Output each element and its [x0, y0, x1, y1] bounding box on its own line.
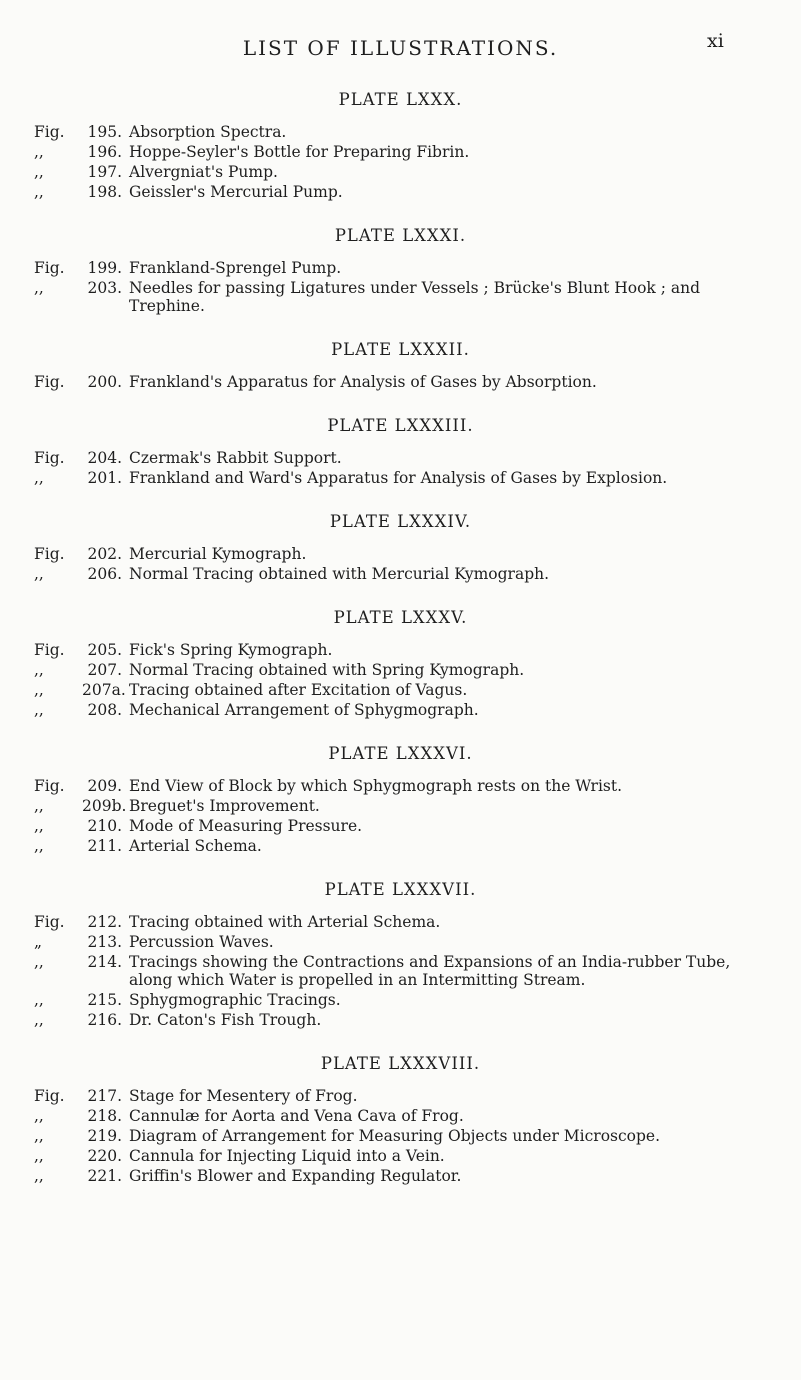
figure-entry	[0, 797, 801, 815]
figure-number: 196.	[87, 143, 122, 161]
plate-heading: PLATE LXXXIII.	[327, 416, 474, 435]
plate-section	[0, 508, 801, 583]
figure-number: 213.	[87, 933, 122, 951]
figure-number: 218.	[87, 1107, 122, 1125]
figure-prefix: ,,	[34, 183, 44, 201]
plate-heading: PLATE LXXXVIII.	[320, 1054, 481, 1073]
figure-number: 212.	[87, 913, 122, 931]
figure-number: 211.	[87, 837, 122, 855]
figure-number: 216.	[87, 1011, 122, 1029]
figure-caption: Cannulæ for Aorta and Vena Cava of Frog.	[129, 1107, 464, 1125]
figure-number: 221.	[87, 1167, 122, 1185]
figure-number: 198.	[87, 183, 122, 201]
figure-number: 203.	[87, 279, 122, 297]
figure-prefix: ,,	[34, 1127, 44, 1145]
figure-number: 210.	[87, 817, 122, 835]
figure-prefix: Fig.	[34, 641, 65, 659]
plate-section	[0, 1050, 801, 1185]
plate-section	[0, 412, 801, 487]
figure-number: 217.	[87, 1087, 122, 1105]
figure-entry	[0, 1011, 801, 1029]
plate-section	[0, 604, 801, 719]
figure-number: 199.	[87, 259, 122, 277]
figure-entry	[0, 991, 801, 1009]
figure-number: 219.	[87, 1127, 122, 1145]
figure-entry	[0, 953, 801, 989]
figure-caption: Tracing obtained after Excitation of Vagus.	[129, 681, 468, 699]
figure-number: 214.	[87, 953, 122, 971]
figure-number: 201.	[87, 469, 122, 487]
plate-section	[0, 876, 801, 1029]
figure-caption: Normal Tracing obtained with Spring Kymograph.	[129, 661, 525, 679]
figure-prefix: ,,	[34, 837, 44, 855]
figure-caption: Absorption Spectra.	[129, 123, 287, 141]
figure-entry	[0, 837, 801, 855]
plate-section	[0, 740, 801, 855]
running-head: LIST OF ILLUSTRATIONS.	[242, 36, 559, 60]
figure-caption: Sphygmographic Tracings.	[129, 991, 341, 1009]
figure-prefix: ,,	[34, 817, 44, 835]
figure-prefix: ,,	[34, 681, 44, 699]
figure-number: 208.	[87, 701, 122, 719]
plate-heading: PLATE LXXXVI.	[328, 744, 473, 763]
figure-caption: End View of Block by which Sphygmograph rests on the Wrist.	[129, 777, 623, 795]
figure-number: 204.	[87, 449, 122, 467]
figure-number: 209.	[87, 777, 122, 795]
figure-number: 197.	[87, 163, 122, 181]
figure-number: 220.	[87, 1147, 122, 1165]
figure-prefix: ,,	[34, 469, 44, 487]
figure-prefix: ,,	[34, 1107, 44, 1125]
figure-prefix: Fig.	[34, 123, 65, 141]
figure-prefix: Fig.	[34, 373, 65, 391]
figure-entry	[0, 123, 801, 141]
figure-caption: Czermak's Rabbit Support.	[129, 449, 342, 467]
figure-caption: Breguet's Improvement.	[129, 797, 320, 815]
figure-entry	[0, 1147, 801, 1165]
figure-entry	[0, 183, 801, 201]
figure-prefix: ,,	[34, 279, 44, 297]
figure-prefix: ,,	[34, 661, 44, 679]
figure-prefix: ,,	[34, 565, 44, 583]
figure-number: 200.	[87, 373, 122, 391]
figure-entry	[0, 469, 801, 487]
figure-entry	[0, 163, 801, 181]
figure-number: 206.	[87, 565, 122, 583]
figure-prefix: „	[34, 933, 43, 951]
figure-entry	[0, 933, 801, 951]
figure-caption: Frankland's Apparatus for Analysis of Gases by Absorption.	[129, 373, 597, 391]
figure-entry	[0, 545, 801, 563]
figure-caption: Tracings showing the Contractions and Expansions of an India-rubber Tube, along which Water is propelled in an Intermitting Stream.	[129, 953, 731, 989]
figure-entry	[0, 913, 801, 931]
page-number: xi	[707, 30, 724, 52]
figure-number: 207a.	[82, 681, 126, 699]
figure-entry	[0, 701, 801, 719]
figure-entry	[0, 641, 801, 659]
figure-prefix: ,,	[34, 953, 44, 971]
plate-heading: PLATE LXXXIV.	[329, 512, 472, 531]
figure-prefix: ,,	[34, 1011, 44, 1029]
figure-number: 195.	[87, 123, 122, 141]
figure-entry	[0, 661, 801, 679]
figure-prefix: ,,	[34, 991, 44, 1009]
figure-entry	[0, 681, 801, 699]
plate-heading: PLATE LXXXV.	[333, 608, 468, 627]
plate-section	[0, 86, 801, 201]
figure-caption: Alvergniat's Pump.	[129, 163, 278, 181]
figure-prefix: ,,	[34, 1147, 44, 1165]
figure-caption: Arterial Schema.	[129, 837, 262, 855]
figure-entry	[0, 565, 801, 583]
figure-caption: Frankland-Sprengel Pump.	[129, 259, 342, 277]
plate-list	[0, 86, 801, 1206]
figure-caption: Mode of Measuring Pressure.	[129, 817, 363, 835]
figure-prefix: Fig.	[34, 777, 65, 795]
figure-prefix: ,,	[34, 163, 44, 181]
figure-caption: Tracing obtained with Arterial Schema.	[129, 913, 441, 931]
figure-caption: Stage for Mesentery of Frog.	[129, 1087, 358, 1105]
figure-caption: Frankland and Ward's Apparatus for Analysis of Gases by Explosion.	[129, 469, 668, 487]
figure-entry	[0, 1127, 801, 1145]
figure-entry	[0, 1087, 801, 1105]
figure-caption: Fick's Spring Kymograph.	[129, 641, 333, 659]
plate-heading: PLATE LXXXII.	[331, 340, 470, 359]
plate-heading: PLATE LXXXI.	[334, 226, 467, 245]
figure-caption: Griffin's Blower and Expanding Regulator.	[129, 1167, 462, 1185]
figure-prefix: Fig.	[34, 545, 65, 563]
figure-entry	[0, 777, 801, 795]
figure-number: 215.	[87, 991, 122, 1009]
figure-entry	[0, 1107, 801, 1125]
figure-caption: Dr. Caton's Fish Trough.	[129, 1011, 322, 1029]
figure-entry	[0, 817, 801, 835]
figure-entry	[0, 449, 801, 467]
figure-caption: Mercurial Kymograph.	[129, 545, 307, 563]
figure-prefix: ,,	[34, 701, 44, 719]
plate-section	[0, 336, 801, 391]
figure-prefix: Fig.	[34, 913, 65, 931]
figure-prefix: Fig.	[34, 1087, 65, 1105]
figure-entry	[0, 1167, 801, 1185]
figure-caption: Mechanical Arrangement of Sphygmograph.	[129, 701, 479, 719]
figure-prefix: Fig.	[34, 259, 65, 277]
figure-number: 202.	[87, 545, 122, 563]
figure-prefix: ,,	[34, 797, 44, 815]
figure-prefix: Fig.	[34, 449, 65, 467]
figure-entry	[0, 143, 801, 161]
plate-section	[0, 222, 801, 315]
figure-prefix: ,,	[34, 143, 44, 161]
figure-number: 209b.	[82, 797, 127, 815]
plate-heading: PLATE LXXXVII.	[324, 880, 477, 899]
figure-caption: Normal Tracing obtained with Mercurial Kymograph.	[129, 565, 550, 583]
figure-caption: Hoppe-Seyler's Bottle for Preparing Fibrin.	[129, 143, 470, 161]
figure-caption: Cannula for Injecting Liquid into a Vein.	[129, 1147, 445, 1165]
figure-caption: Needles for passing Ligatures under Vessels ; Brücke's Blunt Hook ; and Trephine.	[129, 279, 701, 315]
figure-number: 205.	[87, 641, 122, 659]
figure-entry	[0, 279, 801, 315]
figure-caption: Geissler's Mercurial Pump.	[129, 183, 343, 201]
figure-prefix: ,,	[34, 1167, 44, 1185]
figure-caption: Percussion Waves.	[129, 933, 274, 951]
figure-caption: Diagram of Arrangement for Measuring Objects under Microscope.	[129, 1127, 661, 1145]
figure-entry	[0, 259, 801, 277]
plate-heading: PLATE LXXX.	[338, 90, 463, 109]
figure-entry	[0, 373, 801, 391]
figure-number: 207.	[87, 661, 122, 679]
